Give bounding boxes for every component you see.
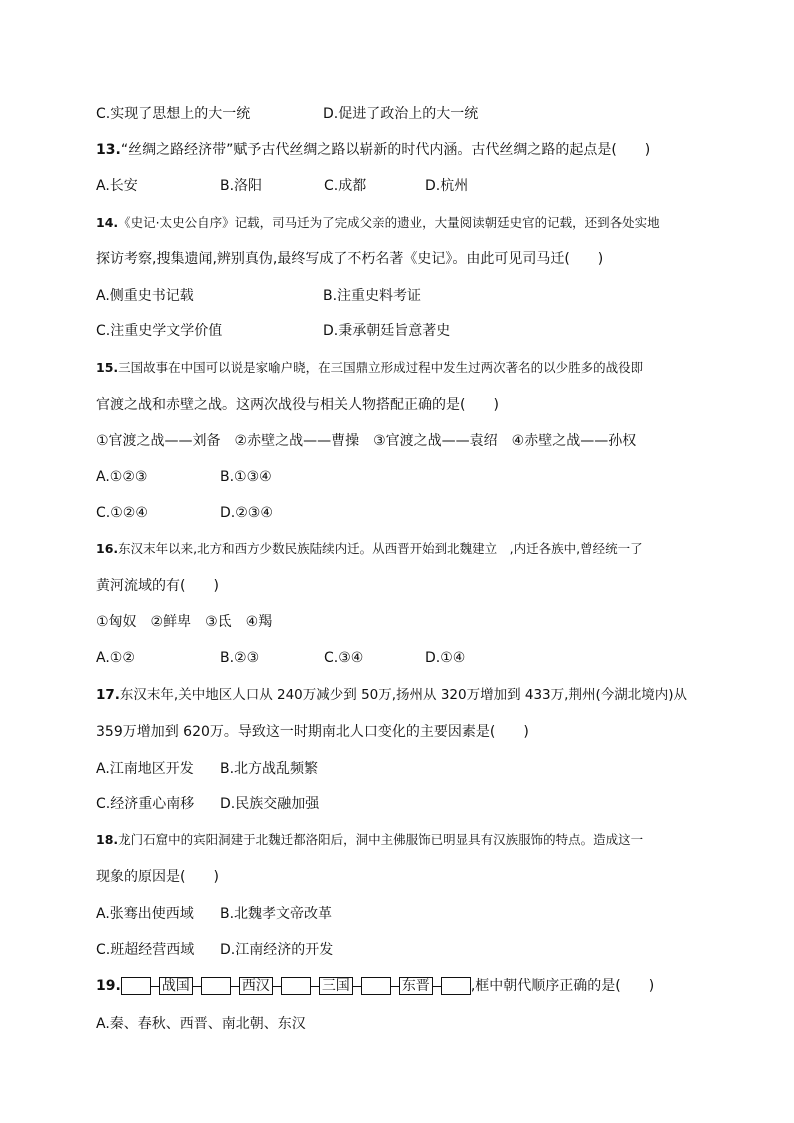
q15-stem-text-1: 三国故事在中国可以说是家喻户晓，在三国鼎立形成过程中发生过两次著名的以少胜多的战役即	[118, 360, 644, 375]
q19-box-8: 东晋	[399, 977, 433, 995]
q13-number: 13.	[96, 142, 121, 158]
q19-connector	[311, 986, 319, 987]
q14-option-d: D.秉承朝廷旨意著史	[323, 323, 451, 339]
q15-option-b: B.①③④	[220, 469, 272, 485]
q14-stem-text-1: 《史记·太史公自序》记载，司马迁为了完成父亲的遗业，大量阅读朝廷史官的记载，还到各处实地	[118, 215, 660, 230]
q14-option-a: A.侧重史书记载	[96, 288, 194, 304]
q14-number: 14.	[96, 215, 119, 230]
q17-stem-text-1: 东汉末年,关中地区人口从 240万减少到 50万,扬州从 320万增加到 433万,荆州(今湖北境内)从	[119, 687, 687, 703]
q18-option-d: D.江南经济的开发	[220, 942, 334, 958]
q15-stem-line1	[96, 359, 643, 377]
q16-option-c: C.③④	[324, 650, 364, 666]
q15-stem-line2: 官渡之战和赤壁之战。这两次战役与相关人物搭配正确的是( )	[96, 397, 499, 413]
q14-stem-line1	[96, 214, 660, 232]
q15-option-a: A.①②③	[96, 469, 148, 485]
q19-number: 19.	[96, 978, 121, 994]
q16-stem-text-1: 东汉末年以来,北方和西方少数民族陆续内迁。从西晋开始到北魏建立 ,内迁各族中,曾经统一了	[118, 541, 643, 556]
q19-box-6: 三国	[319, 977, 353, 995]
q19-dynasty-chain	[96, 977, 654, 995]
q15-option-d: D.②③④	[220, 505, 273, 521]
q18-stem-line1	[96, 831, 643, 849]
q19-stem-tail: ,框中朝代顺序正确的是( )	[470, 978, 655, 994]
q19-blank-box-7	[361, 977, 391, 995]
q19-option-a: A.秦、春秋、西晋、南北朝、东汉	[96, 1016, 306, 1032]
q17-option-c: C.经济重心南移	[96, 796, 195, 812]
q19-stem	[96, 977, 654, 995]
q14-option-b: B.注重史料考证	[323, 288, 422, 304]
q19-box-4: 西汉	[239, 977, 273, 995]
q16-stem-line2: 黄河流域的有( )	[96, 578, 219, 594]
q14-option-c: C.注重史学文学价值	[96, 323, 223, 339]
q17-number: 17.	[96, 687, 120, 703]
q18-option-a: A.张骞出使西域	[96, 906, 194, 922]
q19-connector	[273, 986, 281, 987]
q17-stem-line1	[96, 686, 687, 704]
q16-stem-line1	[96, 540, 643, 558]
q13-option-a: A.长安	[96, 178, 138, 194]
q17-option-d: D.民族交融加强	[220, 796, 320, 812]
q19-connector	[193, 986, 201, 987]
q19-blank-box-5	[281, 977, 311, 995]
q13-stem	[96, 141, 650, 159]
q15-number: 15.	[96, 360, 119, 375]
q19-connector	[391, 986, 399, 987]
q19-box-2: 战国	[159, 977, 193, 995]
q13-option-c: C.成都	[324, 178, 367, 194]
q19-blank-box-1	[121, 977, 151, 995]
q19-connector	[231, 986, 239, 987]
q14-stem-line2: 探访考察,搜集遗闻,辨别真伪,最终写成了不朽名著《史记》。由此可见司马迁( )	[96, 251, 604, 267]
q16-number: 16.	[96, 541, 119, 556]
q16-option-d: D.①④	[425, 650, 466, 666]
q17-option-a: A.江南地区开发	[96, 761, 194, 777]
q18-stem-text-1: 龙门石窟中的宾阳洞建于北魏迁都洛阳后，洞中主佛服饰已明显具有汉族服饰的特点。造成这一	[118, 832, 644, 847]
q18-stem-line2: 现象的原因是( )	[96, 869, 219, 885]
q18-option-b: B.北魏孝文帝改革	[220, 906, 333, 922]
q19-blank-box-3	[201, 977, 231, 995]
q19-connector	[353, 986, 361, 987]
q12-option-c: C.实现了思想上的大一统	[96, 106, 251, 122]
q15-option-c: C.①②④	[96, 505, 148, 521]
q18-option-c: C.班超经营西域	[96, 942, 195, 958]
q19-connector	[151, 986, 159, 987]
q18-number: 18.	[96, 832, 119, 847]
q19-connector	[433, 986, 441, 987]
q13-option-b: B.洛阳	[220, 178, 263, 194]
q12-option-d: D.促进了政治上的大一统	[323, 106, 479, 122]
q13-stem-text: “丝绸之路经济带”赋予古代丝绸之路以崭新的时代内涵。古代丝绸之路的起点是( )	[120, 142, 651, 158]
q17-stem-line2: 359万增加到 620万。导致这一时期南北人口变化的主要因素是( )	[96, 724, 529, 740]
q16-option-b: B.②③	[220, 650, 260, 666]
q15-items: ①官渡之战——刘备 ②赤壁之战——曹操 ③官渡之战——袁绍 ④赤壁之战——孙权	[96, 433, 637, 449]
q16-items: ①匈奴 ②鲜卑 ③氐 ④羯	[96, 614, 273, 630]
q13-option-d: D.杭州	[425, 178, 469, 194]
q17-option-b: B.北方战乱频繁	[220, 761, 319, 777]
q16-option-a: A.①②	[96, 650, 135, 666]
q19-blank-box-9	[441, 977, 471, 995]
